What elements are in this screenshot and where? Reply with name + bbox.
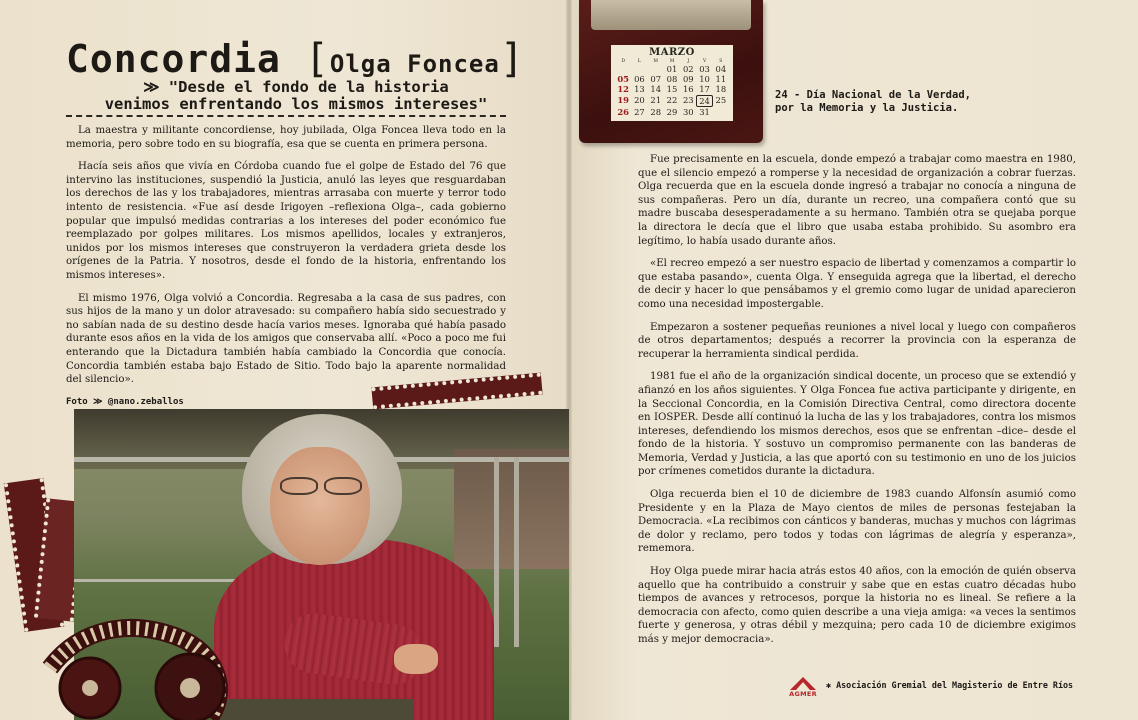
paragraph: Hoy Olga puede mirar hacia atrás estos 40 años, con la emoción de quién observa aquello que ha contribuido a construir y sabe que en estas cuatro décadas hubo tiempos de avances y retrocesos, porque la historia no es lineal. Se refiere a la democracia con afecto, como quien describe a una vieja amiga: «a veces la sentimos fuerte y generosa, y otras débil y mezquina; pero cada 10 de diciembre exigimos más y mejor democracia». bbox=[638, 566, 1076, 645]
paragraph: 1981 fue el año de la organización sindical docente, un proceso que se extendió y afianzó en los años siguientes. Y Olga Foncea fue activa participante y dirigente, en la Seccional Concordia, en la Comisión Directiva Central, como directora docente en IOSPER. Desde allí continuó la lucha de las y los trabajadores, contra los mismos intereses, defendiendo los mismos derechos, esos que se enfrentan –dice– desde el fondo de la historia. Y sostuvo un compromiso permanente con las banderas de Memoria, Verdad y Justicia, a las que aportó con su testimonio en uno de los juicios por crímenes cometidos durante la dictadura. bbox=[638, 371, 1076, 478]
paragraph: Empezaron a sostener pequeñas reuniones a nivel local y luego con compañeros de otros departamentos; después a recorrer la provincia con la esperanza de recuperar la herramienta sindical perdida. bbox=[638, 321, 1076, 360]
calendar-grid bbox=[615, 64, 729, 117]
calendar-day: 22 bbox=[666, 94, 678, 105]
calendar-day: 30 bbox=[682, 106, 694, 117]
calendar-month: MARZO bbox=[649, 47, 695, 58]
calendar-day: 24 bbox=[696, 95, 712, 107]
calendar-day: 06 bbox=[634, 74, 645, 85]
calendar-day: 02 bbox=[682, 64, 694, 74]
calendar-day: 14 bbox=[650, 84, 662, 95]
article-subtitle bbox=[66, 79, 526, 113]
paragraph: Olga recuerda bien el 10 de diciembre de 1983 cuando Alfonsín asumió como Presidente y en la Plaza de Mayo cientos de miles de personas festejaban la Democracia. «La recibimos con cánticos y banderas, muchas y muchos con lágrimas de dolor y reclamo, pero todos y todas con lágrimas de alegría y esperanza», rememora. bbox=[638, 489, 1076, 555]
calendar-day: 10 bbox=[699, 74, 710, 85]
day-header: M bbox=[653, 59, 658, 64]
calendar-day: 31 bbox=[699, 106, 710, 117]
day-header: J bbox=[687, 59, 690, 64]
film-reel-icon bbox=[40, 608, 240, 720]
subtitle-line-2: venimos enfrentando los mismos intereses" bbox=[104, 95, 488, 113]
calendar-day: 12 bbox=[617, 84, 629, 95]
calendar-sheet bbox=[611, 45, 733, 121]
paragraph: «El recreo empezó a ser nuestro espacio de libertad y comenzamos a compartir lo que estaba pasando», cuenta Olga. Y enseguida agrega que la libertad, el derecho de decir y hacer lo que pensábamos y el gremio como lugar de unidad aparecieron como una necesidad impostergable. bbox=[638, 258, 1076, 310]
calendar-day: 18 bbox=[715, 84, 727, 95]
calendar-frame bbox=[579, 0, 763, 143]
calendar-day: 08 bbox=[666, 74, 678, 85]
calendar-day bbox=[713, 107, 729, 117]
subtitle-divider bbox=[66, 115, 506, 117]
title-place: Concordia bbox=[66, 37, 281, 81]
calendar-day: 05 bbox=[617, 74, 629, 85]
day-header: V bbox=[702, 59, 707, 64]
subtitle-line-1: ≫ "Desde el fondo de la historia bbox=[143, 78, 449, 96]
calendar-day bbox=[615, 64, 631, 74]
bracket-close: ] bbox=[499, 36, 525, 82]
calendar-day: 25 bbox=[715, 94, 727, 105]
paragraph: Fue precisamente en la escuela, donde empezó a trabajar como maestra en 1980, que el silencio empezó a romperse y la necesidad de organización a cobrar fuerzas. Olga recuerda que en la escuela donde ingresó a trabajar no conocía a ninguna de sus compañeras. Pero un día, durante un recreo, una compañera contó que su madre buscaba desesperadamente a su hermano. También otra se quejaba porque la directora le decía que el libro que usaba estaba prohibido. Su asombro era legítimo, lo había usado durante años. bbox=[638, 154, 1076, 247]
photo-fence bbox=[494, 457, 499, 647]
calendar-day: 16 bbox=[682, 84, 694, 95]
caption-line-2: por la Memoria y la Justicia. bbox=[775, 102, 959, 114]
photo-background-building bbox=[454, 449, 569, 569]
calendar-day: 27 bbox=[634, 106, 645, 117]
calendar-day bbox=[648, 64, 664, 74]
calendar-day: 04 bbox=[715, 64, 727, 74]
left-column-text bbox=[66, 124, 506, 396]
photo-subject-glasses bbox=[270, 477, 370, 499]
day-header: S bbox=[719, 59, 723, 64]
calendar-day: 01 bbox=[666, 64, 678, 74]
calendar-day: 09 bbox=[682, 74, 694, 85]
calendar-day: 29 bbox=[666, 106, 678, 117]
calendar-day: 23 bbox=[682, 94, 694, 105]
calendar-day: 11 bbox=[715, 74, 727, 85]
logo-text: AGMER bbox=[789, 690, 817, 698]
calendar-day: 03 bbox=[699, 64, 710, 74]
title-name: Olga Foncea bbox=[329, 50, 500, 78]
paragraph: Hacía seis años que vivía en Córdoba cuando fue el golpe de Estado del 76 que intervino las instituciones, suspendió la Justicia, anuló las leyes que resguardaban los derechos de las y los trabajadores, mientras arrasaba con muerte y terror todo intento de resistencia. «Fue así desde Irigoyen –reflexiona Olga–, cada gobierno popular que impulsó medidas contrarias a los intereses del poder económico fue reemplazado por golpes militares. Los mismos apellidos, locales y extranjeros, unidos por los mismos intereses que construyeron la verdadera grieta desde los orígenes de la Patria. Y nosotros, desde el fondo de la historia, enfrentando los mismos intereses». bbox=[66, 161, 506, 281]
calendar-day bbox=[631, 64, 647, 74]
calendar-day: 13 bbox=[634, 84, 645, 95]
paragraph: La maestra y militante concordiense, hoy jubilada, Olga Foncea lleva todo en la memoria, pero sobre todo en su biografía, esa que se cuenta en primera persona. bbox=[66, 125, 506, 150]
photo-subject-hand bbox=[394, 644, 438, 674]
calendar-day: 19 bbox=[617, 94, 629, 105]
calendar-top-binding bbox=[591, 0, 751, 30]
paragraph: El mismo 1976, Olga volvió a Concordia. Regresaba a la casa de sus padres, con sus hijos de la mano y un dolor atravesado: su compañero había sido secuestrado y no sabían nada de su destino desde hacía varios meses. Ignoraba qué había pasado durante esos años en la vida de los amigos que conservaba allí. «Poco a poco me fui enterando que la Dictadura también había cambiado la Concordia que conocía. Concordia también estaba bajo Estado de Sitio. Todo bajo la aparente normalidad del silencio». bbox=[66, 292, 506, 386]
day-header: D bbox=[621, 59, 625, 64]
day-header: M bbox=[669, 59, 675, 64]
calendar-caption bbox=[775, 89, 1005, 115]
caption-line-1: 24 - Día Nacional de la Verdad, bbox=[775, 89, 971, 101]
day-header: L bbox=[637, 59, 641, 64]
photo-credit: Foto ≫ @nano.zeballos bbox=[66, 397, 184, 407]
calendar-day: 20 bbox=[634, 94, 645, 105]
footer-organization: ✱ Asociación Gremial del Magisterio de Entre Ríos bbox=[826, 680, 1074, 690]
calendar-day: 15 bbox=[666, 84, 678, 95]
calendar-day: 17 bbox=[699, 84, 710, 95]
calendar-day: 07 bbox=[650, 74, 662, 85]
calendar-day: 26 bbox=[617, 106, 629, 117]
photo-subject-face bbox=[270, 447, 370, 565]
calendar-day: 21 bbox=[650, 94, 662, 105]
article-title bbox=[66, 36, 526, 82]
photo-subject-pants bbox=[214, 699, 414, 720]
calendar-day: 28 bbox=[650, 106, 662, 117]
bracket-open: [ bbox=[304, 36, 330, 82]
right-column-text bbox=[638, 153, 1076, 656]
photo-fence bbox=[514, 457, 519, 647]
footer bbox=[784, 674, 1104, 704]
